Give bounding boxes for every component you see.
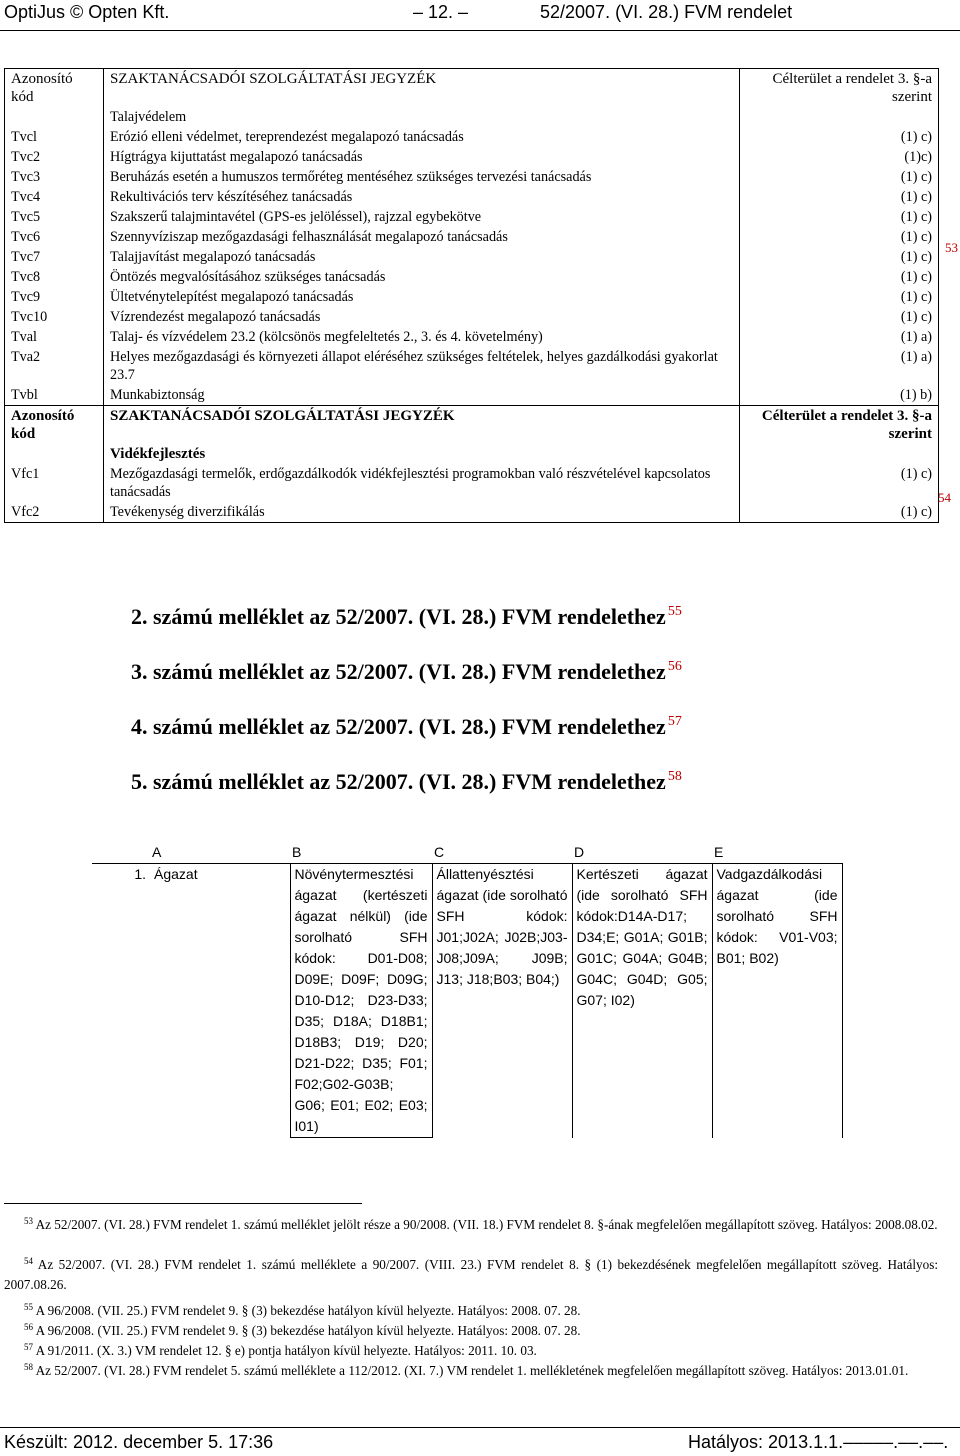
- row-code: Tvc10: [5, 307, 104, 327]
- footnote-rule: [4, 1203, 362, 1204]
- row-description: Rekultivációs terv készítéséhez tanácsadás: [104, 187, 740, 207]
- row-code: Tvcl: [5, 127, 104, 147]
- table-header-row-2: [5, 406, 939, 445]
- sector-table-header: [92, 842, 842, 864]
- footnote-text: A 96/2008. (VII. 25.) FVM rendelet 9. § (3) bekezdése hatályon kívül helyezte. Hatályos: 2008. 07. 28.: [35, 1303, 581, 1318]
- attachment-heading: [131, 769, 682, 795]
- table-row: [5, 385, 939, 406]
- footnote: [4, 1251, 938, 1295]
- col-d: D: [572, 842, 712, 864]
- footnote-text: Az 52/2007. (VI. 28.) FVM rendelet 1. számú melléklete a 90/2007. (VIII. 23.) FVM rendelet 8. § (1) bekezdésének megfelelően megállapított szöveg. Hatályos: 2007.08.26.: [4, 1257, 938, 1292]
- footnote-ref: 57: [667, 714, 682, 729]
- row-number: 1.: [134, 866, 146, 882]
- section-row-2: [5, 444, 939, 464]
- row-target: (1) c): [740, 127, 939, 147]
- row-target: (1) c): [740, 307, 939, 327]
- table-row: [5, 347, 939, 385]
- section-title: Talajvédelem: [104, 107, 740, 127]
- footnote-number: 58: [24, 1362, 33, 1372]
- empty-cell: [5, 444, 104, 464]
- col-c: C: [432, 842, 572, 864]
- row-description: Hígtrágya kijuttatást megalapozó tanácsadás: [104, 147, 740, 167]
- row-target: (1) c): [740, 167, 939, 187]
- table-row: [5, 127, 939, 147]
- row-description: Beruházás esetén a humuszos termőréteg mentéséhez szükséges tervezési tanácsadás: [104, 167, 740, 187]
- attachment-title: 3. számú melléklet az 52/2007. (VI. 28.) FVM rendelethez: [131, 659, 666, 684]
- footnote: [4, 1357, 938, 1381]
- section-title-2: Vidékfejlesztés: [104, 444, 740, 464]
- footer-rule: [0, 1427, 960, 1428]
- header-code: Azonosító kód: [5, 69, 104, 108]
- cell-e: Vadgazdálkodási ágazat (ide sorolható SFH kódok: V01-V03; B01; B02): [712, 864, 842, 1138]
- row-code: Tval: [5, 327, 104, 347]
- row-target: (1) c): [740, 502, 939, 523]
- attachment-heading: [131, 604, 682, 630]
- margin-note-53: 53: [945, 240, 958, 255]
- row-code: Tvc2: [5, 147, 104, 167]
- header-title-2: SZAKTANÁCSADÓI SZOLGÁLTATÁSI JEGYZÉK: [104, 406, 740, 445]
- footnote-number: 55: [24, 1302, 33, 1312]
- row-code: Tva2: [5, 347, 104, 385]
- row-description: Erózió elleni védelmet, tereprendezést megalapozó tanácsadás: [104, 127, 740, 147]
- footnote-ref: 58: [667, 769, 682, 784]
- header-page-number: – 12. –: [413, 2, 469, 22]
- header-document-title: 52/2007. (VI. 28.) FVM rendelet: [540, 2, 793, 22]
- row-description: Szennyvíziszap mezőgazdasági felhasználását megalapozó tanácsadás: [104, 227, 740, 247]
- attachment-title: 4. számú melléklet az 52/2007. (VI. 28.) FVM rendelethez: [131, 714, 666, 739]
- footnote-ref: 56: [667, 659, 682, 674]
- row-description: Szakszerű talajmintavétel (GPS-es jelöléssel), rajzzal egybekötve: [104, 207, 740, 227]
- header-publisher: OptiJus © Opten Kft.: [4, 2, 170, 22]
- row-description: Munkabiztonság: [104, 385, 740, 406]
- table-row: [5, 327, 939, 347]
- page-header: [0, 0, 960, 30]
- table-row: [5, 167, 939, 187]
- cell-c: Állattenyésztési ágazat (ide sorolható SFH kódok: J01;J02A; J02B;J03-J08;J09A; J09B; J13; J18;B03; B04;): [432, 864, 572, 1138]
- row-target: (1) a): [740, 327, 939, 347]
- attachment-heading: [131, 714, 682, 740]
- cell-b: Növénytermesztési ágazat (kertészeti ágazat nélkül) (ide sorolható SFH kódok: D01-D08; D09E; D09F; D09G; D10-D12; D23-D33; D35; D18A; D18B1; D18B3; D19; D20; D21-D22; D35; F01; F02;G02-G03B; G06; E01; E02; E03; I01): [290, 864, 432, 1138]
- row-target: (1) c): [740, 227, 939, 247]
- header-code-2: Azonosító kód: [5, 406, 104, 445]
- header-rule: [0, 30, 960, 31]
- footer-created: Készült: 2012. december 5. 17:36: [4, 1432, 274, 1452]
- header-target-2: Célterület a rendelet 3. §-a szerint: [740, 406, 939, 445]
- row-target: (1)c): [740, 147, 939, 167]
- table-row: [5, 502, 939, 523]
- row-description: Ültetvénytelepítést megalapozó tanácsadás: [104, 287, 740, 307]
- footer-effective: Hatályos: 2013.1.1.–––––.––.––.: [688, 1432, 949, 1452]
- cell-d: Kertészeti ágazat (ide sorolható SFH kódok:D14A-D17; D34;E; G01A; G01B; G01C; G04A; G04B; G04C; G04D; G05; G07; I02): [572, 864, 712, 1138]
- row-code: Vfc1: [5, 464, 104, 502]
- table-row: [5, 207, 939, 227]
- header-title: SZAKTANÁCSADÓI SZOLGÁLTATÁSI JEGYZÉK: [104, 69, 740, 108]
- row-description: Öntözés megvalósításához szükséges tanácsadás: [104, 267, 740, 287]
- services-table: [4, 68, 939, 523]
- row-target: (1) a): [740, 347, 939, 385]
- footnote-number: 54: [24, 1256, 33, 1266]
- row-description: Mezőgazdasági termelők, erdőgazdálkodók vidékfejlesztési programokban való részvételével kapcsolatos tanácsadás: [104, 464, 740, 502]
- row-code: Tvc5: [5, 207, 104, 227]
- sector-table: [92, 842, 843, 1138]
- margin-note-54: 54: [938, 490, 951, 505]
- footnote-number: 57: [24, 1342, 33, 1352]
- empty-cell: [740, 444, 939, 464]
- row-description: Talaj- és vízvédelem 23.2 (kölcsönös megfeleltetés 2., 3. és 4. követelmény): [104, 327, 740, 347]
- footnote-number: 53: [24, 1216, 33, 1226]
- row-code: Tvc3: [5, 167, 104, 187]
- col-b: B: [290, 842, 432, 864]
- col-e: E: [712, 842, 842, 864]
- row-code: Tvc6: [5, 227, 104, 247]
- table-row: [5, 267, 939, 287]
- row-description: Vízrendezést megalapozó tanácsadás: [104, 307, 740, 327]
- footnote-text: Az 52/2007. (VI. 28.) FVM rendelet 1. számú melléklet jelölt része a 90/2008. (VII. 18.) FVM rendelet 8. §-ának megfelelően megállapított szöveg. Hatályos: 2008.08.02.: [35, 1217, 938, 1232]
- table-row: [5, 307, 939, 327]
- row-description: Tevékenység diverzifikálás: [104, 502, 740, 523]
- row-target: (1) c): [740, 207, 939, 227]
- table-row: [5, 247, 939, 267]
- row-target: (1) c): [740, 247, 939, 267]
- row-target: (1) c): [740, 464, 939, 502]
- footnote-text: A 91/2011. (X. 3.) VM rendelet 12. § e) pontja hatályon kívül helyezte. Hatályos: 2011. 10. 03.: [35, 1343, 537, 1358]
- section-row: [5, 107, 939, 127]
- row-code: Tvc8: [5, 267, 104, 287]
- row-target: (1) c): [740, 187, 939, 207]
- attachment-heading: [131, 659, 682, 685]
- header-target: Célterület a rendelet 3. §-a szerint: [740, 69, 939, 108]
- row-code: Tvbl: [5, 385, 104, 406]
- table-row: [92, 864, 842, 1138]
- table-row: [5, 227, 939, 247]
- row-code: Vfc2: [5, 502, 104, 523]
- footnote: [4, 1211, 938, 1235]
- footnote-text: Az 52/2007. (VI. 28.) FVM rendelet 5. számú melléklete a 112/2012. (XI. 7.) VM rendelet 1. mellékletének megfelelően megállapított szöveg. Hatályos: 2013.01.01.: [35, 1363, 909, 1378]
- footnote-number: 56: [24, 1322, 33, 1332]
- row-description: Helyes mezőgazdasági és környezeti állapot eléréséhez szükséges feltételek, helyes gazdálkodási gyakorlat 23.7: [104, 347, 740, 385]
- table-row: [5, 187, 939, 207]
- table-row: [5, 464, 939, 502]
- cell-a: Ágazat: [150, 864, 290, 1138]
- col-a: A: [150, 842, 290, 864]
- row-target: (1) c): [740, 267, 939, 287]
- row-target: (1) b): [740, 385, 939, 406]
- table-row: [5, 147, 939, 167]
- table-row: [5, 287, 939, 307]
- table-header-row: [5, 69, 939, 108]
- row-target: (1) c): [740, 287, 939, 307]
- row-code: Tvc7: [5, 247, 104, 267]
- footnote-ref: 55: [667, 604, 682, 619]
- attachment-title: 2. számú melléklet az 52/2007. (VI. 28.) FVM rendelethez: [131, 604, 666, 629]
- row-code: Tvc4: [5, 187, 104, 207]
- footnote-text: A 96/2008. (VII. 25.) FVM rendelet 9. § (3) bekezdése hatályon kívül helyezte. Hatályos: 2008. 07. 28.: [35, 1323, 581, 1338]
- row-description: Talajjavítást megalapozó tanácsadás: [104, 247, 740, 267]
- row-code: Tvc9: [5, 287, 104, 307]
- attachment-title: 5. számú melléklet az 52/2007. (VI. 28.) FVM rendelethez: [131, 769, 666, 794]
